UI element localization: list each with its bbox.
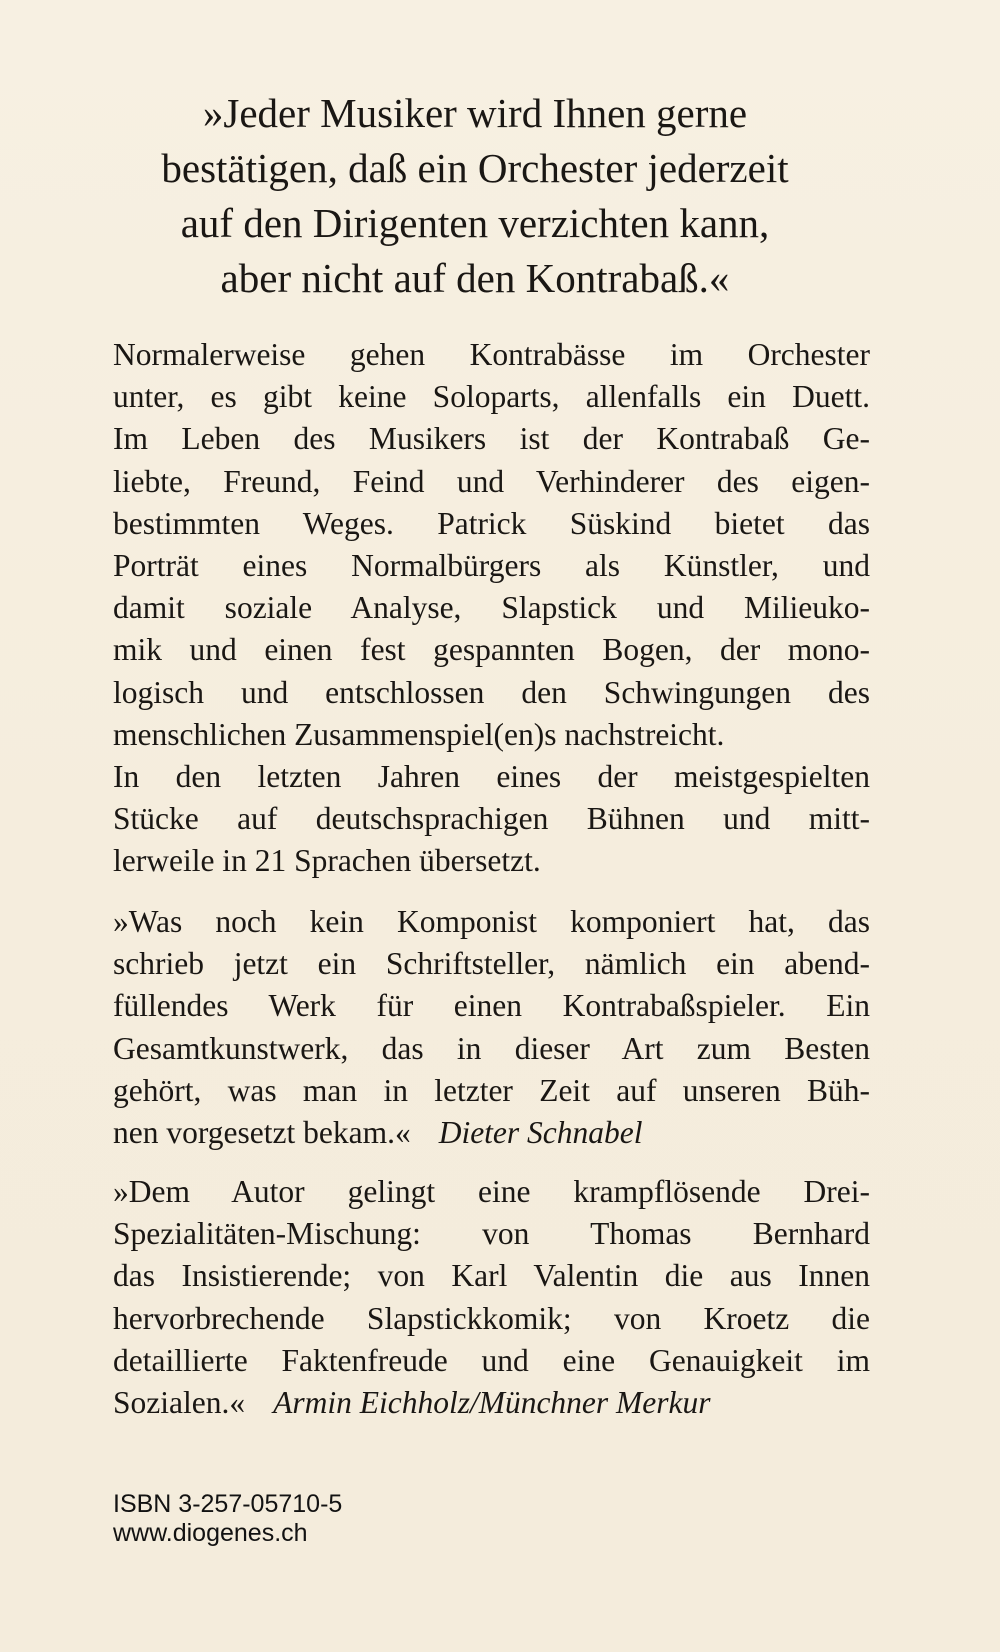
review-line: Spezialitäten-Mischung: von Thomas Bernhard bbox=[113, 1216, 870, 1252]
review-line: schrieb jetzt ein Schriftsteller, nämlich ein abend- bbox=[113, 946, 870, 982]
review-line-text: Sozialen.« bbox=[113, 1384, 246, 1420]
publisher-footer bbox=[113, 1490, 342, 1548]
description-line: lerweile in 21 Sprachen übersetzt. bbox=[113, 843, 541, 879]
description-line: damit soziale Analyse, Slapstick und Milieuko- bbox=[113, 590, 870, 626]
review-attribution: Dieter Schnabel bbox=[438, 1114, 643, 1150]
book-description bbox=[113, 334, 870, 882]
publisher-website-link[interactable]: www.diogenes.ch bbox=[113, 1519, 308, 1547]
review-line: hervorbrechende Slapstickkomik; von Kroetz die bbox=[113, 1300, 870, 1336]
review-line: Gesamtkunstwerk, das in dieser Art zum Besten bbox=[113, 1030, 870, 1066]
description-line: In den letzten Jahren eines der meistgespielten bbox=[113, 758, 870, 794]
review-last-line bbox=[113, 1112, 870, 1154]
epigraph-line: auf den Dirigenten verzichten kann, bbox=[180, 200, 770, 246]
epigraph-line: aber nicht auf den Kontrabaß.« bbox=[220, 255, 730, 301]
review-line-text: nen vorgesetzt bekam.« bbox=[113, 1114, 411, 1150]
review-quote-schnabel bbox=[113, 901, 870, 1154]
isbn-label: ISBN 3-257-05710-5 bbox=[113, 1490, 343, 1518]
description-line: Stücke auf deutschsprachigen Bühnen und mitt- bbox=[113, 801, 870, 837]
review-quote-eichholz bbox=[113, 1171, 870, 1424]
review-line: das Insistierende; von Karl Valentin die aus Innen bbox=[113, 1258, 870, 1294]
description-line: logisch und entschlossen den Schwingungen des bbox=[113, 674, 870, 710]
review-line: füllendes Werk für einen Kontrabaßspieler. Ein bbox=[113, 988, 870, 1024]
review-line: gehört, was man in letzter Zeit auf unseren Büh- bbox=[113, 1072, 870, 1108]
description-line: unter, es gibt keine Soloparts, allenfalls ein Duett. bbox=[113, 379, 870, 415]
review-line: »Dem Autor gelingt eine krampflösende Drei- bbox=[113, 1174, 870, 1209]
epigraph-line: »Jeder Musiker wird Ihnen gerne bbox=[202, 90, 748, 136]
description-line: mik und einen fest gespannten Bogen, der mono- bbox=[113, 632, 870, 668]
epigraph-line: bestätigen, daß ein Orchester jederzeit bbox=[161, 145, 789, 191]
review-attribution: Armin Eichholz/Münchner Merkur bbox=[273, 1384, 711, 1420]
review-line: detaillierte Faktenfreude und eine Genauigkeit im bbox=[113, 1342, 870, 1378]
epigraph-quote bbox=[100, 86, 850, 306]
description-line: liebte, Freund, Feind und Verhinderer des eigen- bbox=[113, 463, 870, 499]
description-line: Normalerweise gehen Kontrabässe im Orchester bbox=[113, 337, 870, 372]
description-line: bestimmten Weges. Patrick Süskind bietet das bbox=[113, 505, 870, 541]
description-line: menschlichen Zusammenspiel(en)s nachstreicht. bbox=[113, 716, 725, 752]
description-line: Im Leben des Musikers ist der Kontrabaß Ge- bbox=[113, 421, 870, 457]
review-line: »Was noch kein Komponist komponiert hat, das bbox=[113, 904, 870, 939]
description-line: Porträt eines Normalbürgers als Künstler, und bbox=[113, 547, 870, 583]
review-last-line bbox=[113, 1382, 870, 1424]
